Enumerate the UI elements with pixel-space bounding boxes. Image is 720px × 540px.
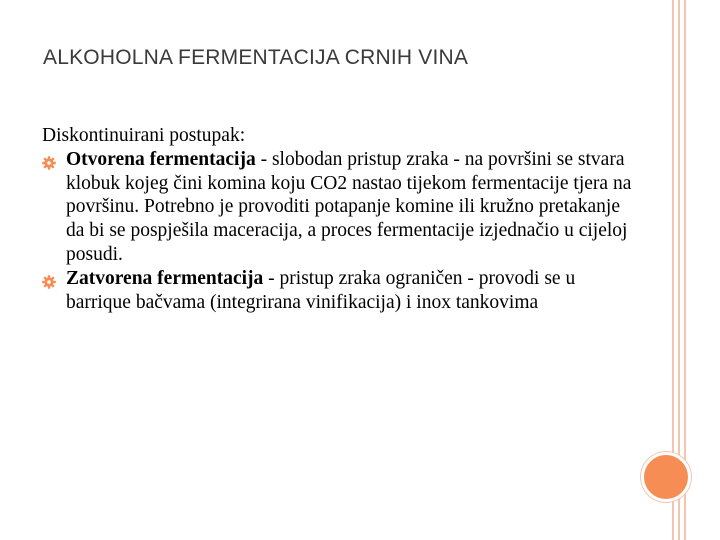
bullet-list: [42, 148, 632, 315]
bullet-term: Zatvorena fermentacija: [66, 267, 264, 289]
bullet-term: Otvorena fermentacija: [66, 148, 256, 170]
decoration-circle: [641, 452, 691, 502]
slide-title: ALKOHOLNA FERMENTACIJA CRNIH VINA: [43, 46, 469, 69]
bullet-text: - slobodan pristup zraka - na površini se stvara klobuk kojeg čini komina koju CO2 nastao tijekom fermentacije tjera na površinu. Potrebno je provoditi potapanje komine ili kružno pretakanje da bi se pospješila maceracija, a proces fermentacije izjednačio u cijeloj posudi.: [66, 148, 632, 265]
slide-content: [42, 124, 632, 314]
gear-icon: [42, 272, 56, 286]
bullet-text: - pristup zraka ograničen - provodi se u barrique bačvama (integrirana vinifikacija) i inox tankovima: [66, 267, 576, 313]
gear-icon: [42, 153, 56, 167]
bullet-item-open-fermentation: [42, 148, 632, 267]
intro-text: Diskontinuirani postupak:: [42, 125, 246, 146]
bullet-item-closed-fermentation: [42, 267, 632, 315]
